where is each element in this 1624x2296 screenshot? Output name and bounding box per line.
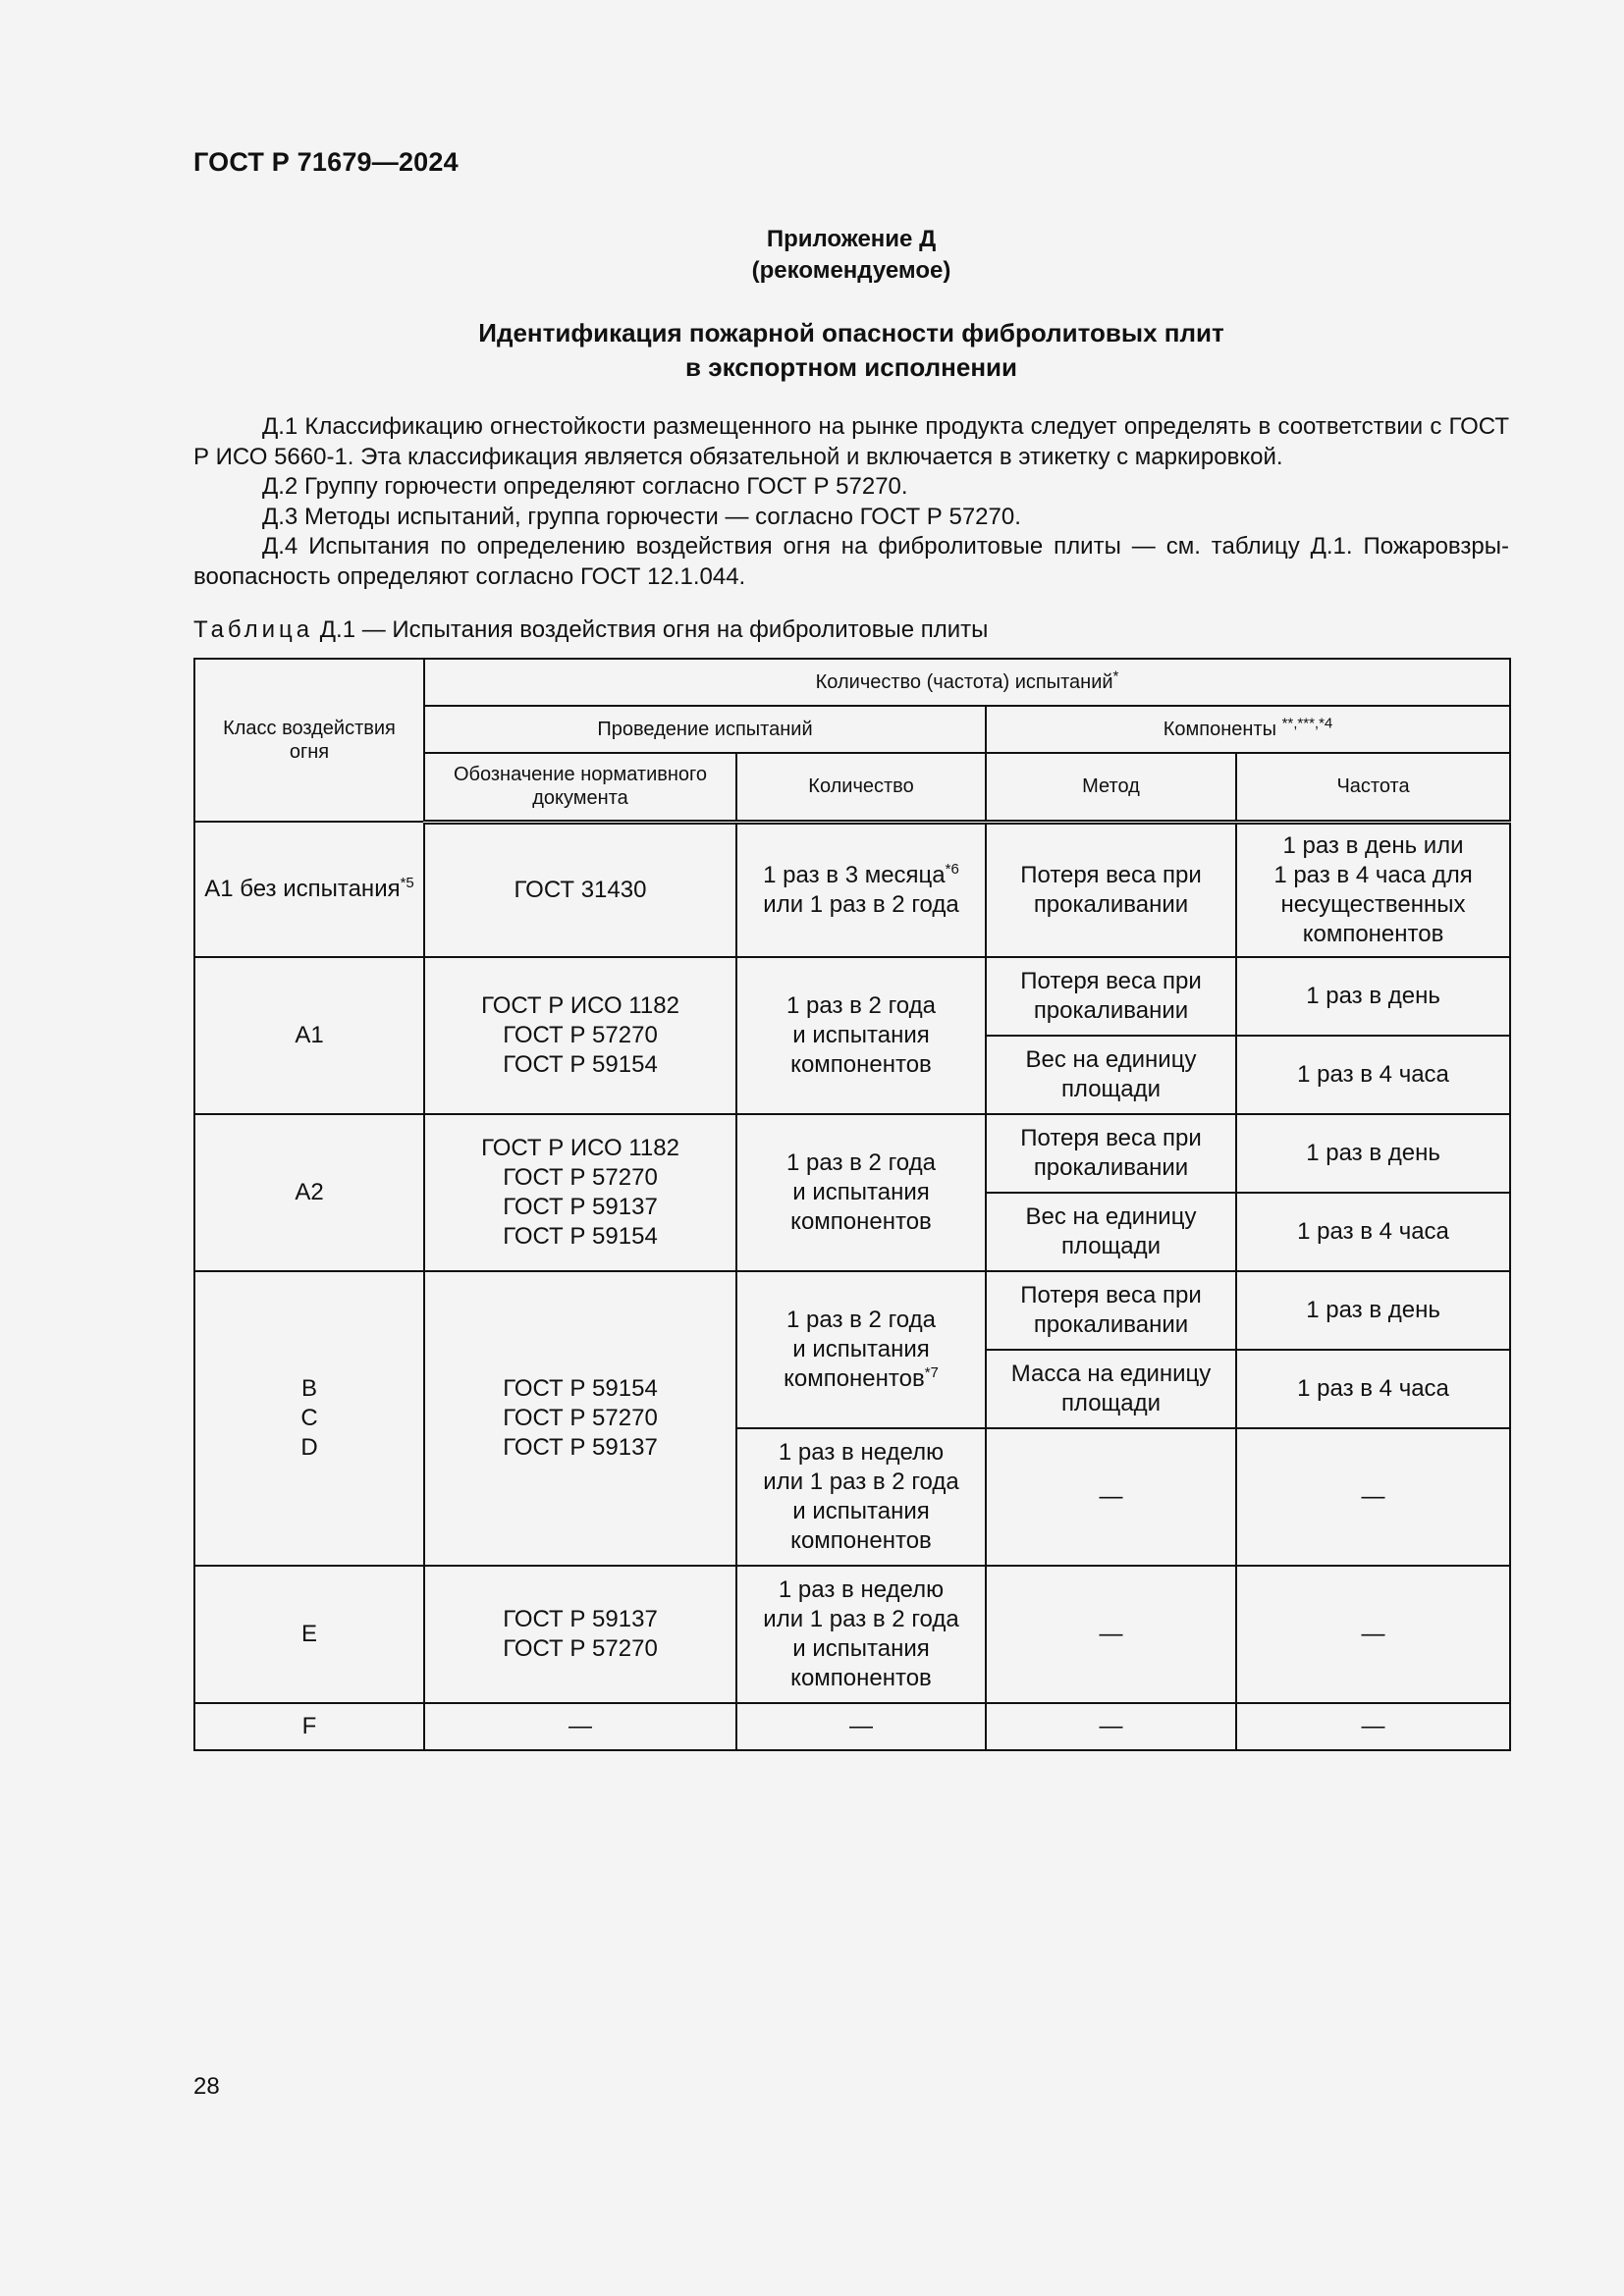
cell-doc: — xyxy=(424,1703,736,1750)
table-row xyxy=(194,957,1510,1036)
document-code: ГОСТ Р 71679—2024 xyxy=(193,147,459,177)
cell-method: — xyxy=(986,1566,1236,1703)
table-caption-label: Таблица xyxy=(193,616,314,643)
cell-method: Потеря веса при прокаливании xyxy=(986,1271,1236,1350)
cell-method: — xyxy=(986,1703,1236,1750)
cell-frequency: 1 раз в 4 часа xyxy=(1236,1193,1510,1271)
page-number: 28 xyxy=(193,2073,220,2100)
header-class: Класс воздействия огня xyxy=(194,659,424,822)
cell-doc: ГОСТ Р 59154 ГОСТ Р 57270 ГОСТ Р 59137 xyxy=(424,1271,736,1566)
cell-count: 1 раз в неделю или 1 раз в 2 года и испытания компонентов xyxy=(736,1428,986,1566)
table-row xyxy=(194,1271,1510,1350)
cell-doc: ГОСТ 31430 xyxy=(424,822,736,957)
table-row xyxy=(194,1566,1510,1703)
cell-count: 1 раз в 3 месяца$^{*6}$ или 1 раз в 2 года xyxy=(736,822,986,957)
cell-count: 1 раз в неделю или 1 раз в 2 года и испытания компонентов xyxy=(736,1566,986,1703)
appendix-heading xyxy=(0,224,1624,287)
header-components: Компоненты $^{**,***,*4}$ xyxy=(986,706,1510,753)
paragraph-d1: Д.1 Классификацию огнестойкости размещенного на рынке продукта следует определять в соответствии с ГОСТ Р ИСО 5660-1. Эта классификация является обязательной и включается в этикетку с маркировкой. xyxy=(193,413,1509,470)
cell-doc: ГОСТ Р ИСО 1182 ГОСТ Р 57270 ГОСТ Р 59154 xyxy=(424,957,736,1114)
cell-method: Потеря веса при прокаливании xyxy=(986,1114,1236,1193)
cell-frequency: 1 раз в 4 часа xyxy=(1236,1036,1510,1114)
cell-count: 1 раз в 2 года и испытания компонентов$^{*7}$ xyxy=(736,1271,986,1428)
cell-method: Масса на единицу площади xyxy=(986,1350,1236,1428)
header-norm-doc: Обозначение нормативного документа xyxy=(424,753,736,822)
cell-class: E xyxy=(194,1566,424,1703)
cell-count: 1 раз в 2 года и испытания компонентов xyxy=(736,1114,986,1271)
header-row-1 xyxy=(194,659,1510,706)
table-row xyxy=(194,822,1510,957)
table-row xyxy=(194,1114,1510,1193)
section-heading-line1: Идентификация пожарной опасности фибролитовых плит xyxy=(478,318,1224,347)
cell-class: А2 xyxy=(194,1114,424,1271)
cell-frequency: 1 раз в день xyxy=(1236,1271,1510,1350)
header-method: Метод xyxy=(986,753,1236,822)
cell-doc: ГОСТ Р 59137 ГОСТ Р 57270 xyxy=(424,1566,736,1703)
cell-class: F xyxy=(194,1703,424,1750)
appendix-title: Приложение Д xyxy=(766,226,937,252)
header-quantity-frequency: Количество (частота) испытаний* xyxy=(424,659,1510,706)
appendix-status: (рекомендуемое) xyxy=(751,257,951,284)
cell-method: Вес на единицу площади xyxy=(986,1193,1236,1271)
section-heading-line2: в экспортном исполнении xyxy=(685,352,1017,382)
body-text xyxy=(193,412,1509,592)
cell-doc: ГОСТ Р ИСО 1182 ГОСТ Р 57270 ГОСТ Р 59137 ГОСТ Р 59154 xyxy=(424,1114,736,1271)
cell-frequency: — xyxy=(1236,1703,1510,1750)
table-caption-text: Д.1 — Испытания воздействия огня на фибролитовые плиты xyxy=(319,616,989,643)
cell-frequency: — xyxy=(1236,1428,1510,1566)
cell-class: B C D xyxy=(194,1271,424,1566)
cell-method: Вес на единицу площади xyxy=(986,1036,1236,1114)
cell-method: Потеря веса при прокаливании xyxy=(986,957,1236,1036)
paragraph-d3: Д.3 Методы испытаний, группа горючести — согласно ГОСТ Р 57270. xyxy=(262,503,1021,530)
cell-frequency: 1 раз в день xyxy=(1236,957,1510,1036)
cell-method: Потеря веса при прокаливании xyxy=(986,822,1236,957)
header-count: Количество xyxy=(736,753,986,822)
cell-method: — xyxy=(986,1428,1236,1566)
cell-class: А1 без испытания$^{*5}$ xyxy=(194,822,424,957)
header-testing: Проведение испытаний xyxy=(424,706,986,753)
fire-test-table xyxy=(193,658,1511,1751)
cell-count: 1 раз в 2 года и испытания компонентов xyxy=(736,957,986,1114)
table-caption xyxy=(193,616,988,644)
header-frequency: Частота xyxy=(1236,753,1510,822)
cell-frequency: 1 раз в день или 1 раз в 4 часа для несущественных компонентов xyxy=(1236,822,1510,957)
paragraph-d2: Д.2 Группу горючести определяют согласно ГОСТ Р 57270. xyxy=(262,473,908,500)
paragraph-d4: Д.4 Испытания по определению воздействия огня на фибролитовые плиты — см. таблицу Д.1. Пожаровзры-воопасность определяют согласно ГОСТ 12.1.044. xyxy=(193,533,1509,590)
section-heading xyxy=(0,316,1624,385)
cell-frequency: 1 раз в день xyxy=(1236,1114,1510,1193)
table-row xyxy=(194,1703,1510,1750)
cell-frequency: — xyxy=(1236,1566,1510,1703)
cell-class: А1 xyxy=(194,957,424,1114)
cell-frequency: 1 раз в 4 часа xyxy=(1236,1350,1510,1428)
cell-count: — xyxy=(736,1703,986,1750)
